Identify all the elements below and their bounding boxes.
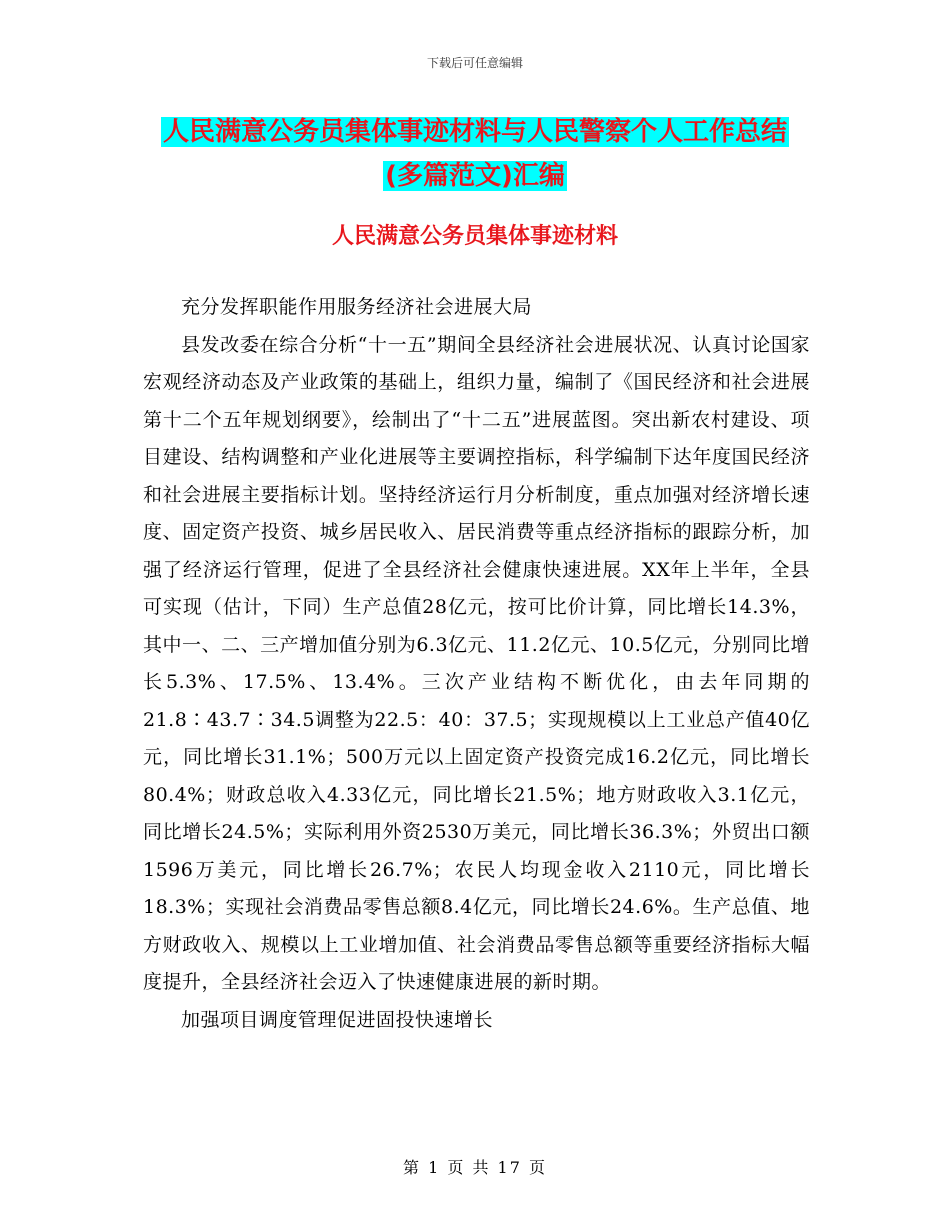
paragraph-main: 县发改委在综合分析“十一五”期间全县经济社会进展状况、认真讨论国家宏观经济动态及产业政策的基础上，组织力量，编制了《国民经济和社会进展第十二个五年规划纲要》，绘制出了“十二五”进展蓝图。突出新农村建设、项目建设、结构调整和产业化进展等主要调控指标，科学编制下达年度国民经济和社会进展主要指标计划。坚持经济运行月分析制度，重点加强对经济增长速度、固定资产投资、城乡居民收入、居民消费等重点经济指标的跟踪分析，加强了经济运行管理，促进了全县经济社会健康快速进展。XX年上半年，全县可实现（估计，下同）生产总值28亿元，按可比价计算，同比增长14.3%，其中一、二、三产增加值分别为6.3亿元、11.2亿元、10.5亿元，分别同比增长5.3%、17.5%、13.4%。三次产业结构不断优化，由去年同期的21.8∶43.7∶34.5调整为22.5：40：37.5；实现规模以上工业总产值40亿元，同比增长31.1%；500万元以上固定资产投资完成16.2亿元，同比增长80.4%；财政总收入4.33亿元，同比增长21.5%；地方财政收入3.1亿元，同比增长24.5%；实际利用外资2530万美元，同比增长36.3%；外贸出口额1596万美元，同比增长26.7%；农民人均现金收入2110元，同比增长18.3%；实现社会消费品零售总额8.4亿元，同比增长24.6%。生产总值、地方财政收入、规模以上工业增加值、社会消费品零售总额等重要经济指标大幅度提升，全县经济社会迈入了快速健康进展的新时期。: [143, 333, 810, 993]
document-title: [150, 110, 800, 198]
document-title-text: 人民满意公务员集体事迹材料与人民警察个人工作总结(多篇范文)汇编: [162, 117, 787, 191]
section-title: 人民满意公务员集体事迹材料: [331, 224, 618, 249]
paragraph-subheading-1: 充分发挥职能作用服务经济社会进展大局: [181, 296, 533, 318]
page-number: 第 1 页 共 17 页: [403, 1158, 547, 1177]
header-note: 下载后可任意编辑: [426, 56, 523, 70]
body-text: [143, 289, 810, 1039]
paragraph-subheading-2: 加强项目调度管理促进固投快速增长: [181, 1008, 494, 1031]
